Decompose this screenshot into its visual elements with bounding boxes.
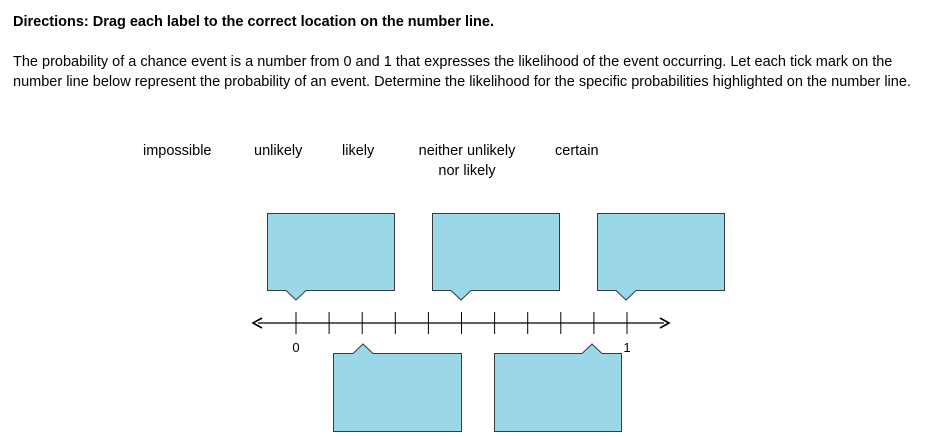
drop-zone-bottom-2[interactable] bbox=[494, 343, 624, 433]
drop-zone-shape bbox=[494, 343, 624, 433]
drop-zone-shape bbox=[267, 213, 396, 303]
label-unlikely[interactable]: unlikely bbox=[254, 143, 303, 159]
drop-zone-shape bbox=[597, 213, 726, 303]
drop-zone-top-1[interactable] bbox=[267, 213, 396, 303]
drop-zone-bottom-1[interactable] bbox=[333, 343, 463, 433]
problem-description: The probability of a chance event is a number from 0 and 1 that expresses the likelihood of the event occurring. Let each tick mark on the number line below represent the probability of an event. Determine the likelihood for the specific probabilities highlighted on the number line. bbox=[13, 54, 911, 90]
label-likely[interactable]: likely bbox=[342, 143, 375, 159]
drop-zone-top-2[interactable] bbox=[432, 213, 561, 303]
label-neither-line-1: neither unlikely bbox=[418, 143, 516, 159]
drop-zone-top-3[interactable] bbox=[597, 213, 726, 303]
label-impossible[interactable]: impossible bbox=[143, 143, 212, 159]
label-certain[interactable]: certain bbox=[555, 143, 599, 159]
directions-text: Directions: Drag each label to the correct location on the number line. bbox=[13, 14, 495, 30]
drop-zone-shape bbox=[432, 213, 561, 303]
number-line-ticks bbox=[296, 312, 627, 334]
label-neither-line-2: nor likely bbox=[438, 163, 496, 179]
drop-zone-shape bbox=[333, 343, 463, 433]
right-arrow-icon bbox=[660, 318, 669, 328]
tick-label-1: 1 bbox=[623, 340, 631, 355]
tick-label-0: 0 bbox=[292, 340, 300, 355]
left-arrow-icon bbox=[253, 318, 262, 328]
label-neither-unlikely-nor-likely[interactable] bbox=[407, 141, 527, 181]
